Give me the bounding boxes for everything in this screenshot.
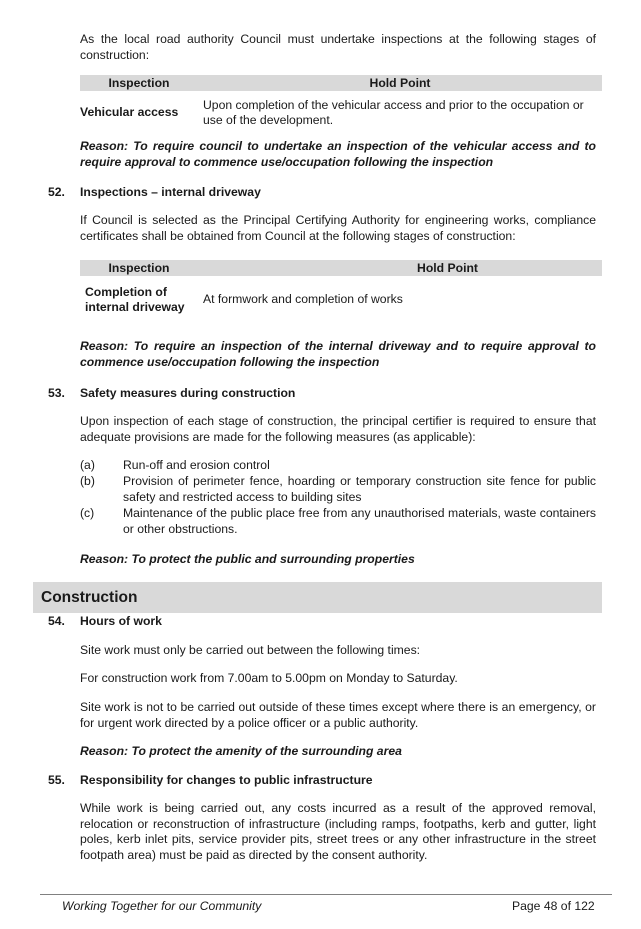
condition-paragraph: Site work is not to be carried out outside of these times except where there is an emergency, or for urgent work directed by a police officer or a public authority. xyxy=(80,700,596,730)
list-label: (b) xyxy=(80,474,95,488)
footer-tagline: Working Together for our Community xyxy=(62,899,262,913)
condition-paragraph: For construction work from 7.00am to 5.00pm on Monday to Saturday. xyxy=(80,671,458,685)
reason-text: Reason: To protect the amenity of the surrounding area xyxy=(80,744,402,758)
table-cell-hold-point: Upon completion of the vehicular access and prior to the occupation or use of the development. xyxy=(203,97,584,127)
inspection-table-driveway xyxy=(80,260,602,320)
list-item: Maintenance of the public place free from any unauthorised materials, waste containers or other obstructions. xyxy=(123,506,596,536)
intro-paragraph: As the local road authority Council must undertake inspections at the following stages of construction: xyxy=(80,32,596,62)
page-number: Page 48 of 122 xyxy=(512,899,595,913)
table-cell-inspection: Vehicular access xyxy=(80,105,179,120)
condition-title: Hours of work xyxy=(80,614,162,628)
table-cell-hold-point: At formwork and completion of works xyxy=(203,292,403,307)
table-header-inspection: Inspection xyxy=(80,75,198,91)
condition-number: 52. xyxy=(48,185,65,199)
list-label: (a) xyxy=(80,458,95,472)
reason-text: Reason: To require council to undertake an inspection of the vehicular access and to require approval to commence use/occupation following the inspection xyxy=(80,139,596,169)
condition-number: 55. xyxy=(48,773,65,787)
table-header-hold-point: Hold Point xyxy=(198,260,602,276)
condition-title: Inspections – internal driveway xyxy=(80,185,261,199)
table-cell-inspection: Completion of internal driveway xyxy=(85,284,185,314)
condition-number: 53. xyxy=(48,386,65,400)
section-heading: Construction xyxy=(41,589,138,606)
condition-paragraph: Site work must only be carried out between the following times: xyxy=(80,643,421,657)
reason-text: Reason: To protect the public and surrounding properties xyxy=(80,552,415,566)
reason-text: Reason: To require an inspection of the internal driveway and to require approval to commence use/occupation following the inspection xyxy=(80,339,596,369)
table-header-inspection: Inspection xyxy=(80,260,198,276)
condition-title: Safety measures during construction xyxy=(80,386,296,400)
list-item: Run-off and erosion control xyxy=(123,458,270,472)
footer-divider xyxy=(40,894,612,895)
inspection-table-vehicular xyxy=(80,75,602,129)
list-item: Provision of perimeter fence, hoarding or temporary construction site fence for public safety and restricted access to building sites xyxy=(123,474,596,504)
condition-number: 54. xyxy=(48,614,65,628)
condition-paragraph: If Council is selected as the Principal Certifying Authority for engineering works, compliance certificates shall be obtained from Council at the following stages of construction: xyxy=(80,213,596,243)
condition-title: Responsibility for changes to public infrastructure xyxy=(80,773,373,787)
list-label: (c) xyxy=(80,506,95,520)
condition-paragraph: While work is being carried out, any costs incurred as a result of the approved removal, relocation or reconstruction of infrastructure (including ramps, footpaths, kerb and gutter, light poles, kerb inlet pits, service provider pits, street trees or any other infrastructure in the street footpath area) must be paid as directed by the consent authority. xyxy=(80,801,596,862)
table-header-hold-point: Hold Point xyxy=(198,75,602,91)
condition-paragraph: Upon inspection of each stage of construction, the principal certifier is required to ensure that adequate provisions are made for the following measures (as applicable): xyxy=(80,414,596,444)
section-heading-bar xyxy=(33,582,602,613)
